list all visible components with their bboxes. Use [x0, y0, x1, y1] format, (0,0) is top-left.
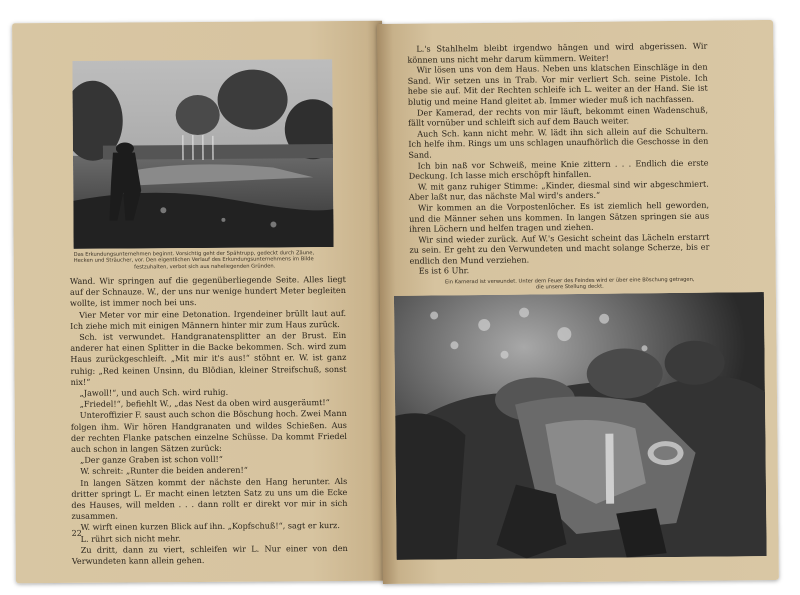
paragraph: Der Kamerad, der rechts von mir läuft, bekommt einen Wadenschuß, fällt vornüber und schleift sich auf dem Bauch weiter. [408, 104, 709, 128]
paragraph: „Jawoll!“, und auch Sch. wird ruhig. [79, 386, 229, 398]
paragraph: Ich bin naß vor Schweiß, meine Knie zittern . . . Endlich die erste Deckung. Ich lasse mich erschöpft hinfallen. [408, 157, 709, 181]
caption-line: festzuhalten, verbot sich aus naheliegenden Gründen. [134, 263, 276, 271]
left-page [12, 21, 386, 584]
caption-line: Das Erkundungsunternehmen beginnt. Vorsichtig geht der Spähtrupp, gedeckt durch Zäune, [73, 250, 315, 258]
paragraph: L. rührt sich nicht mehr. [80, 532, 181, 544]
paragraph: L.'s Stahlhelm bleibt irgendwo hängen und wird abgerissen. Wir können uns nicht mehr darum kümmern. Weiter! [407, 40, 708, 65]
scout-patrol-photo [72, 59, 333, 249]
wounded-comrade-photo [394, 292, 767, 560]
paragraph: Sch. ist verwundet. Handgranatensplitter an der Brust. Ein anderer hat einen Splitter in die Backe bekommen. Sch. wird zum Haus zurückgeschleift. „Mit mir it's aus!“ stöhnt er. W. ist ganz ruhig: „Red keinen Unsinn, du Blödian, kleiner Streifschuß, sonst nix!“ [70, 329, 347, 387]
open-book [8, 14, 792, 586]
paragraph: In langen Sätzen kommt der nächste den Hang herunter. Als dritter springt L. Er macht einen letzten Satz zu uns um die Ecke des Hauses, will melden . . . dann rollt er direkt vor mir in sich zusammen. [71, 475, 348, 522]
paragraph: Wir sind wieder zurück. Auf W.'s Gesicht scheint das Lächeln erstarrt zu sein. Er geht zu den Verwundeten und macht solange Scherze, bis er endlich den Mund verziehen. [409, 231, 710, 266]
paragraph: „Friedel!“, befiehlt W., „das Nest da oben wird ausgeräumt!“ [79, 397, 330, 410]
paragraph: Zu dritt, dann zu viert, schleifen wir L. Nur einer von den Verwundeten kann allein gehen. [71, 542, 348, 566]
paragraph: Wir lösen uns von dem Haus. Neben uns klatschen Einschläge in den Sand. Wir setzen uns in Trab. Vor mir verliert Sch. seine Pistole. Ich hebe sie auf. Mit der Rechten schleife ich L. weiter an der Hand. Sie ist blutig und meine Hand gleitet ab. Immer wieder muß ich nachfassen. [407, 61, 708, 107]
right-body-text [407, 41, 709, 277]
photo-caption-left [74, 250, 336, 271]
paragraph: „Der ganze Graben ist schon voll!“ [80, 454, 223, 466]
paragraph: Unteroffizier F. saust auch schon die Böschung hoch. Zwei Mann folgen ihm. Wir hören Handgranaten und wildes Schießen. Aus der rechten Flanke patschen einzelne Schüsse. Da kommt Friedel auch schon in langen Sätzen zurück: [70, 408, 347, 454]
paragraph: W. schreit: „Runter die beiden anderen!“ [80, 465, 248, 477]
right-page [377, 20, 779, 584]
paragraph: Es ist 6 Uhr. [418, 265, 470, 277]
paragraph: Wir kommen an die Vorpostenlöcher. Es ist ziemlich hell geworden, und die Männer sehen uns kommen. In langen Sätzen springen sie aus ihren Löchern und helfen tragen und ziehen. [409, 199, 710, 234]
caption-line: die unsere Stellung deckt. [535, 284, 604, 291]
left-body-text [70, 274, 348, 567]
paragraph: W. wirft einen kurzen Blick auf ihn. „Kopfschuß!“, sagt er kurz. [80, 520, 340, 533]
paragraph: Vier Meter vor mir eine Detonation. Irgendeiner brüllt laut auf. Ich ziehe mich mit einigen Männern hinter mir zum Haus zurück. [70, 307, 347, 331]
page-number: 22 [71, 528, 82, 538]
caption-line: Ein Kamerad ist verwundet. Unter dem Feuer des Feindes wird er über eine Böschung getragen, [444, 276, 695, 286]
paragraph: Wand. Wir springen auf die gegenüberliegende Seite. Alles liegt auf der Schnauze. W., der uns nur wenige hundert Meter begleiten wollte, ist immer noch bei uns. [69, 273, 346, 309]
paragraph: W. mit ganz ruhiger Stimme: „Kinder, diesmal sind wir abgeschmiert. Aber laßt nur, das nächste Mal wird's anders.“ [408, 178, 709, 203]
paragraph: Auch Sch. kann nicht mehr. W. lädt ihn sich allein auf die Schultern. Ich helfe ihm. Rings um uns schlagen unaufhörlich die Geschosse in den Sand. [408, 125, 709, 160]
caption-line: Hecken und Sträucher, vor. Den eigentlichen Verlauf des Erkundungsunternehmens im Bilde [73, 256, 314, 265]
photo-caption-right [420, 277, 720, 293]
